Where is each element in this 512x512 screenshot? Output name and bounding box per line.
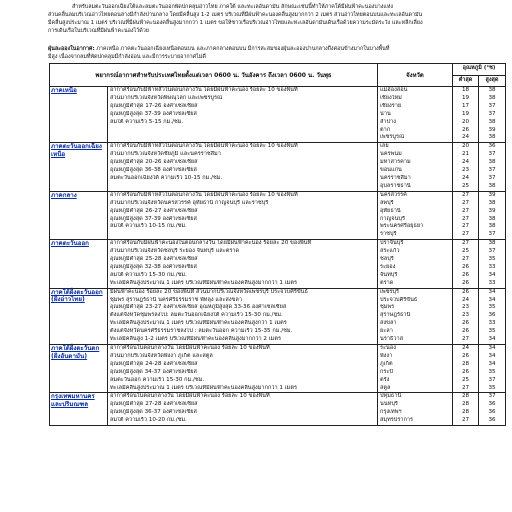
province-name-cell	[378, 288, 453, 344]
province-name-cell	[378, 143, 453, 191]
max-temp: 34	[488, 352, 496, 359]
header-province: จังหวัด	[378, 64, 453, 87]
province-name-cell	[378, 345, 453, 393]
forecast-line: ส่วนมากบริเวณจังหวัดชัยภูมิ และนครราชสีมา	[110, 151, 221, 158]
table-row	[50, 87, 506, 143]
max-temp: 37	[488, 110, 496, 117]
min-temp-cell	[453, 143, 479, 191]
dust-paragraph	[48, 45, 506, 53]
min-temp: 20	[461, 118, 470, 125]
max-temp: 38	[488, 134, 496, 141]
forecast-line: ทะเลมีคลื่นสูงประมาณ 1 เมตร บริเวณที่มีฝนฟ้าคะนองคลื่นสูงมากกว่า 1 เมตร	[110, 384, 297, 391]
province-name: แม่ฮ่องสอน	[380, 87, 408, 93]
min-temp: 24	[461, 296, 470, 303]
province-name: ระนอง	[380, 345, 396, 351]
region-label-sub: (ฝั่งอ่าวไทย)	[51, 296, 85, 304]
forecast-line: อุณหภูมิต่ำสุด 20-26 องศาเซลเซียส	[110, 159, 198, 166]
min-temp: 26	[461, 263, 470, 270]
region-label: ภาคตะวันออก	[51, 240, 89, 248]
forecast-line: ลมตะวันออกเฉียงใต้ ความเร็ว 10-15 กม./ชม.	[110, 174, 223, 181]
table-row	[50, 240, 506, 288]
max-temp: 37	[488, 231, 496, 238]
forecast-line: อากาศร้อนในตอนกลางวัน โดยมีฝนฟ้าคะนอง ร้อยละ 10 ของพื้นที่	[110, 393, 270, 400]
header-temperature: อุณหภูมิ (°ซ)	[453, 64, 506, 76]
forecast-line: อุณหภูมิสูงสุด 37-39 องศาเซลเซียส	[110, 110, 197, 117]
min-temp: 27	[461, 256, 470, 263]
max-temp: 33	[488, 279, 496, 286]
forecast-line: ทะเลมีคลื่นสูง 1-2 เมตร บริเวณที่มีฝนฟ้าคะนองคลื่นสูงมากกว่า 2 เมตร	[110, 336, 281, 343]
province-name: ประจวบคีรีขันธ์	[380, 296, 418, 303]
max-temp: 38	[488, 199, 496, 206]
max-temp-cell	[479, 240, 506, 288]
province-name: พังงา	[380, 352, 393, 359]
max-temp: 37	[488, 376, 496, 383]
max-temp: 34	[488, 296, 496, 303]
region-name[interactable]	[50, 345, 108, 393]
region-name[interactable]	[50, 240, 108, 288]
min-temp: 25	[461, 182, 470, 189]
max-temp: 38	[488, 223, 496, 230]
min-temp: 24	[461, 159, 470, 166]
forecast-line: อุณหภูมิต่ำสุด 27-28 องศาเซลเซียส	[110, 401, 198, 408]
table-row	[50, 191, 506, 239]
province-name: ราชบุรี	[380, 231, 397, 238]
max-temp: 37	[488, 167, 496, 174]
min-temp-cell	[453, 191, 479, 239]
region-label: ภาคใต้ฝั่งตะวันออก	[51, 288, 103, 296]
min-temp: 27	[461, 223, 470, 230]
max-temp: 38	[488, 118, 496, 125]
province-name: นครราชสีมา	[380, 174, 411, 181]
min-temp: 26	[461, 126, 470, 133]
min-temp: 27	[461, 215, 470, 222]
max-temp: 36	[488, 417, 496, 424]
min-temp: 20	[461, 143, 470, 150]
forecast-line: อุณหภูมิต่ำสุด 23-27 องศาเซลเซียส อุณหภูมิสูงสุด 33-36 องศาเซลเซียส	[110, 304, 287, 311]
header-max: สูงสุด	[479, 75, 506, 87]
forecast-line: อากาศร้อนในตอนกลางวัน โดยมีฝนฟ้าคะนอง ร้อยละ 10 ของพื้นที่	[110, 345, 270, 351]
dust-text: ภาคเหนือ ภาคตะวันออกเฉียงเหนือตอนบน และภาคกลางตอนบน มีการสะสมของฝุ่นละอองปานกลางถึงค่อนข้างมากในบางพื้นที่	[94, 46, 390, 52]
province-name: นราธิวาส	[380, 336, 404, 343]
forecast-description	[108, 191, 378, 239]
province-name: เชียงใหม่	[380, 94, 402, 101]
province-name: นครสวรรค์	[380, 191, 407, 198]
forecast-description	[108, 87, 378, 143]
province-name: มหาสารคาม	[380, 159, 411, 166]
min-temp: 28	[461, 360, 470, 367]
forecast-line: อากาศร้อนกับมีฝนฟ้าคะนองในตอนกลางวัน โดยมีฝนฟ้าคะนอง ร้อยละ 20 ของพื้นที่	[110, 240, 312, 247]
forecast-line: ลมใต้ ความเร็ว 10-15 กม./ชม.	[110, 223, 187, 230]
min-temp-cell	[453, 345, 479, 393]
province-name: นครพนม	[380, 151, 402, 158]
region-label: ภาคใต้ฝั่งตะวันตก	[51, 345, 100, 352]
max-temp: 36	[488, 401, 496, 408]
min-temp: 26	[461, 320, 470, 327]
forecast-line: ส่วนมากบริเวณจังหวัดพังงา ภูเก็ต และสตูล	[110, 352, 213, 359]
intro-line: การเดินเรือในบริเวณที่มีฝนฟ้าคะนองไว้ด้วย	[48, 28, 149, 34]
table-header-row	[50, 64, 506, 76]
header-forecast-period: พยากรณ์อากาศสำหรับประเทศไทยตั้งแต่เวลา 0600 น. วันอังคาร ถึงเวลา 0600 น. วันพุธ	[50, 64, 378, 87]
table-body	[50, 87, 506, 426]
intro-line: มีคลื่นสูงประมาณ 1 เมตร บริเวณที่มีฝนฟ้าคะนองคลื่นสูงมากกว่า 1 เมตร ขอให้ชาวเรือบริเวณอ่าวไทยและทะเลอันดามันเดินเรือด้วยความระมัดระวัง และหลีกเลี่ยง	[48, 20, 423, 26]
province-name: นนทบุรี	[380, 401, 398, 408]
min-temp: 27	[461, 417, 470, 424]
province-name: ลำปาง	[380, 118, 396, 125]
forecast-line: ลมใต้ ความเร็ว 15-30 กม./ชม.	[110, 271, 187, 278]
province-name: ตาก	[380, 126, 391, 133]
max-temp: 35	[488, 304, 496, 311]
table-row	[50, 143, 506, 191]
max-temp: 34	[488, 360, 496, 367]
province-name: สมุทรปราการ	[380, 417, 414, 424]
min-temp: 28	[461, 401, 470, 408]
min-temp: 26	[461, 271, 470, 278]
min-temp: 17	[461, 102, 470, 109]
forecast-line: ทะเลมีคลื่นสูงประมาณ 1 เมตร บริเวณที่มีฝนฟ้าคะนองคลื่นสูงกว่า 1 เมตร	[110, 320, 287, 327]
min-temp: 19	[461, 94, 470, 101]
region-label-sub: (ฝั่งอันดามัน)	[51, 352, 88, 360]
forecast-description	[108, 393, 378, 426]
intro-line: สำหรับลมตะวันออกเฉียงใต้และลมตะวันออกพัดปกคลุมอ่าวไทย ภาคใต้ และทะเลอันดามัน ลักษณะเช่นนี้ทำให้ภาคใต้มีฝนฟ้าคะนองบางแห่ง	[72, 4, 394, 10]
min-temp: 24	[461, 134, 470, 141]
max-temp-cell	[479, 87, 506, 143]
min-temp: 26	[461, 328, 470, 335]
dust-text-2: มีสูง เนื่องจากลมที่พัดปกคลุมมีกำลังอ่อน และมีการระบายอากาศไม่ดี	[48, 54, 206, 60]
forecast-line: อุณหภูมิสูงสุด 37-39 องศาเซลเซียส	[110, 215, 197, 222]
max-temp: 34	[488, 288, 496, 295]
min-temp: 27	[461, 240, 470, 247]
forecast-line: ส่วนมากบริเวณจังหวัดนครสวรรค์ อุทัยธานี กาญจนบุรี และราชบุรี	[110, 199, 269, 206]
min-temp-cell	[453, 240, 479, 288]
max-temp: 34	[488, 345, 496, 351]
min-temp: 26	[461, 288, 470, 295]
forecast-line: อุณหภูมิต่ำสุด 24-28 องศาเซลเซียส	[110, 360, 198, 367]
province-name: ตราด	[380, 279, 394, 286]
table-row	[50, 393, 506, 426]
province-name: ลพบุรี	[380, 199, 394, 206]
province-name: กระบี่	[380, 368, 393, 375]
province-name: เพชรบูรณ์	[380, 134, 405, 141]
max-temp: 36	[488, 409, 496, 416]
region-name[interactable]	[50, 191, 108, 239]
min-temp-cell	[453, 393, 479, 426]
province-name: อุทัยธานี	[380, 207, 401, 214]
min-temp: 21	[461, 151, 470, 158]
min-temp: 26	[461, 352, 470, 359]
max-temp-cell	[479, 345, 506, 393]
forecast-line: อุณหภูมิต่ำสุด 25-28 องศาเซลเซียส	[110, 256, 198, 263]
province-name-cell	[378, 240, 453, 288]
province-name: สตูล	[380, 384, 391, 391]
min-temp: 25	[461, 248, 470, 255]
max-temp: 33	[488, 263, 496, 270]
dust-label: ฝุ่นละอองในอากาศ:	[48, 46, 95, 52]
min-temp: 24	[461, 174, 470, 181]
max-temp: 39	[488, 126, 496, 133]
province-name: เลย	[380, 143, 389, 150]
min-temp: 23	[461, 167, 470, 174]
forecast-line: อุณหภูมิต่ำสุด 26-27 องศาเซลเซียส	[110, 207, 198, 214]
max-temp-cell	[479, 143, 506, 191]
forecast-line: ลมตะวันออก ความเร็ว 15-30 กม./ชม.	[110, 376, 205, 383]
max-temp-cell	[479, 393, 506, 426]
max-temp: 38	[488, 215, 496, 222]
province-name: เชียงราย	[380, 102, 402, 109]
max-temp: 33	[488, 320, 496, 327]
header-min: ต่ำสุด	[453, 75, 479, 87]
province-name: เพชรบุรี	[380, 288, 399, 295]
max-temp: 38	[488, 94, 496, 101]
table-row	[50, 345, 506, 393]
forecast-line: อากาศร้อนกับมีฟ้าหลัวในตอนกลางวัน โดยมีฝนฟ้าคะนอง ร้อยละ 10 ของพื้นที่	[110, 143, 298, 150]
max-temp: 35	[488, 368, 496, 375]
max-temp: 36	[488, 312, 496, 319]
max-temp: 34	[488, 336, 496, 343]
region-name[interactable]	[50, 288, 108, 344]
table-row	[50, 288, 506, 344]
forecast-line: อากาศร้อนกับมีฟ้าหลัวในตอนกลางวัน โดยมีฝนฟ้าคะนอง ร้อยละ 10 ของพื้นที่	[110, 87, 298, 93]
province-name-cell	[378, 393, 453, 426]
forecast-line: ตั้งแต่จังหวัดชุมพรลงไป: ลมตะวันออกเฉียงใต้ ความเร็ว 15-30 กม./ชม.	[110, 312, 283, 319]
min-temp: 27	[461, 199, 470, 206]
forecast-line: ส่วนมากบริเวณจังหวัดชลบุรี ระยอง จันทบุรี และตราด	[110, 248, 240, 255]
max-temp: 38	[488, 159, 496, 166]
max-temp: 39	[488, 207, 496, 214]
min-temp: 27	[461, 191, 470, 198]
max-temp: 34	[488, 271, 496, 278]
region-label: ภาคกลาง	[51, 191, 77, 199]
forecast-line: อุณหภูมิสูงสุด 36-38 องศาเซลเซียส	[110, 167, 197, 174]
max-temp: 38	[488, 240, 496, 247]
province-name: ระยอง	[380, 263, 396, 270]
province-name: ปราจีนบุรี	[380, 240, 404, 247]
province-name: ปทุมธานี	[380, 393, 402, 400]
max-temp: 35	[488, 256, 496, 263]
intro-line: ส่วนคลื่นลมบริเวณอ่าวไทยตอนล่างมีกำลังปานกลาง โดยมีคลื่นสูง 1-2 เมตร บริเวณที่มีฝนฟ้าคะนองคลื่นสูงมากกว่า 2 เมตร ส่วนอ่าวไทยตอนบนและทะเลอันดามัน	[48, 12, 423, 18]
min-temp: 25	[461, 376, 470, 383]
forecast-line: ลมใต้ ความเร็ว 5-15 กม./ชม.	[110, 118, 184, 125]
min-temp: 26	[461, 279, 470, 286]
province-name: อุบลราชธานี	[380, 182, 411, 189]
min-temp: 27	[461, 207, 470, 214]
region-name[interactable]	[50, 143, 108, 191]
max-temp: 37	[488, 248, 496, 255]
min-temp: 28	[461, 393, 470, 400]
max-temp: 38	[488, 182, 496, 189]
min-temp: 27	[461, 384, 470, 391]
forecast-description	[108, 288, 378, 344]
forecast-line: ชุมพร สุราษฎร์ธานี นครศรีธรรมราช พัทลุง และสงขลา	[110, 296, 242, 303]
max-temp-cell	[479, 191, 506, 239]
province-name: พระนครศรีอยุธยา	[380, 223, 424, 230]
province-name: จันทบุรี	[380, 271, 398, 278]
forecast-description	[108, 240, 378, 288]
province-name-cell	[378, 87, 453, 143]
province-name: สระแก้ว	[380, 248, 400, 255]
forecast-table	[49, 63, 506, 426]
max-temp: 36	[488, 143, 496, 150]
intro-text	[48, 3, 506, 61]
province-name: ตรัง	[380, 376, 390, 383]
forecast-line: มีฝนฟ้าคะนอง ร้อยละ 20 ของพื้นที่ ส่วนมากบริเวณจังหวัดเพชรบุรี ประจวบคีรีขันธ์	[110, 288, 308, 295]
region-name[interactable]	[50, 393, 108, 426]
max-temp: 38	[488, 87, 496, 93]
max-temp: 39	[488, 191, 496, 198]
province-name: สุราษฎร์ธานี	[380, 312, 411, 319]
min-temp-cell	[453, 288, 479, 344]
forecast-line: ทะเลมีคลื่นสูงประมาณ 1 เมตร บริเวณที่มีฝนฟ้าคะนองคลื่นสูงมากกว่า 1 เมตร	[110, 279, 297, 286]
max-temp: 35	[488, 384, 496, 391]
forecast-description	[108, 143, 378, 191]
region-name[interactable]	[50, 87, 108, 143]
forecast-line: ลมใต้ ความเร็ว 10-20 กม./ชม.	[110, 417, 187, 424]
forecast-line: อุณหภูมิสูงสุด 34-37 องศาเซลเซียส	[110, 368, 197, 375]
min-temp: 27	[461, 231, 470, 238]
forecast-line: อากาศร้อนกับมีฟ้าหลัวในตอนกลางวัน โดยมีฝนฟ้าคะนอง ร้อยละ 10 ของพื้นที่	[110, 191, 298, 198]
region-label-sub: และปริมณฑล	[51, 400, 89, 408]
min-temp: 19	[461, 110, 470, 117]
province-name: ภูเก็ต	[380, 360, 393, 367]
max-temp: 37	[488, 151, 496, 158]
province-name: ขอนแก่น	[380, 167, 402, 174]
province-name: ยะลา	[380, 328, 393, 335]
forecast-line: อุณหภูมิสูงสุด 32-38 องศาเซลเซียส	[110, 263, 197, 270]
forecast-line: ส่วนมากบริเวณจังหวัดพิษณุโลก และเพชรบูรณ์	[110, 94, 223, 101]
province-name: สงขลา	[380, 320, 397, 327]
province-name: ชุมพร	[380, 304, 395, 311]
max-temp: 37	[488, 393, 496, 400]
min-temp: 27	[461, 336, 470, 343]
forecast-line: อุณหภูมิต่ำสุด 17-26 องศาเซลเซียส	[110, 102, 198, 109]
max-temp: 37	[488, 174, 496, 181]
forecast-description	[108, 345, 378, 393]
min-temp: 23	[461, 304, 470, 311]
province-name: กาญจนบุรี	[380, 215, 405, 222]
region-label: กรุงเทพมหานคร	[51, 393, 95, 401]
max-temp: 37	[488, 102, 496, 109]
province-name-cell	[378, 191, 453, 239]
max-temp-cell	[479, 288, 506, 344]
province-name: น่าน	[380, 110, 391, 117]
forecast-line: อุณหภูมิสูงสุด 36-37 องศาเซลเซียส	[110, 409, 197, 416]
min-temp: 26	[461, 368, 470, 375]
max-temp: 35	[488, 328, 496, 335]
min-temp: 18	[461, 87, 470, 93]
forecast-line: ตั้งแต่จังหวัดนครศรีธรรมราชลงไป : ลมตะวันออก ความเร็ว 15-35 กม./ชม.	[110, 328, 293, 335]
region-label: ภาคตะวันออกเฉียงเหนือ	[51, 143, 102, 158]
min-temp-cell	[453, 87, 479, 143]
min-temp: 23	[461, 312, 470, 319]
province-name: กรุงเทพฯ	[380, 409, 402, 416]
province-name: ชลบุรี	[380, 256, 394, 263]
min-temp: 24	[461, 345, 470, 351]
min-temp: 28	[461, 409, 470, 416]
region-label: ภาคเหนือ	[51, 87, 77, 94]
